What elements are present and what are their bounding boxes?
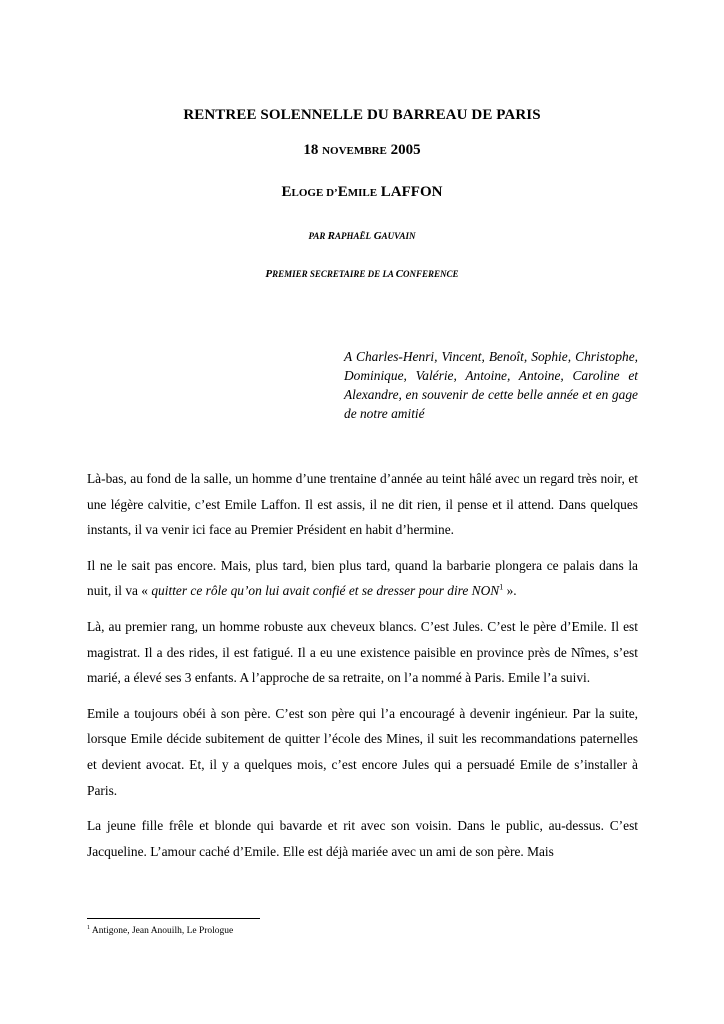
paragraph-4: Emile a toujours obéi à son père. C’est son père qui l’a encouragé à devenir ingénieur. Par la suite, lorsque Emile décide subitement de quitter l’école des Mines, il suit les recommandations paternelles et devient avocat. Et, il y a quelques mois, c’est encore Jules qui a persuadé Emile de s’installer à Paris. — [87, 705, 638, 798]
dedication: A Charles-Henri, Vincent, Benoît, Sophie, Christophe, Dominique, Valérie, Antoine, Antoine, Caroline et Alexandre, en souvenir de cette belle année et en gage de notre amitié — [344, 349, 638, 421]
body-text — [87, 466, 638, 874]
footnote-reference[interactable]: 1 — [499, 582, 504, 592]
eloge-heading: ELOGE D’EMILE LAFFON — [281, 184, 443, 200]
author-role: PREMIER SECRETAIRE DE LA CONFERENCE — [265, 268, 459, 280]
document-title: RENTREE SOLENNELLE DU BARREAU DE PARIS — [183, 107, 541, 123]
author-line: PAR RAPHAËL GAUVAIN — [308, 230, 416, 242]
paragraph-2: Il ne le sait pas encore. Mais, plus tard, bien plus tard, quand la barbarie plongera ce palais dans la nuit, il va « quitter ce rôle qu’on lui avait confié et se dresser pour dire NON$^1$ ». — [87, 557, 638, 599]
footnote-separator — [87, 918, 260, 919]
paragraph-5: La jeune fille frêle et blonde qui bavarde et rit avec son voisin. Dans le public, au-dessus. C’est Jacqueline. L’amour caché d’Emile. Elle est déjà mariée avec un ami de son père. Mais — [87, 818, 638, 859]
event-date: 18 NOVEMBRE 2005 — [303, 142, 421, 158]
quote: quitter ce rôle qu’on lui avait confié et se dresser pour dire NON — [151, 583, 500, 599]
footnote: $^1$ Antigone, Jean Anouilh, Le Prologue — [87, 925, 234, 937]
paragraph-1: Là-bas, au fond de la salle, un homme d’une trentaine d’année au teint hâlé avec un regard très noir, et une légère calvitie, c’est Emile Laffon. Il est assis, il ne dit rien, il pense et il attend. Dans quelques instants, il va venir ici face au Premier Président en habit d’hermine. — [87, 471, 638, 538]
paragraph-3: Là, au premier rang, un homme robuste aux cheveux blancs. C’est Jules. C’est le père d’Emile. Il est magistrat. Il a des rides, il est fatigué. Il a eu une existence paisible en province près de Nîmes, s’est marié, a élevé ses 3 enfants. A l’approche de sa retraite, on l’a nommé à Paris. Emile l’a suivi. — [87, 618, 638, 686]
